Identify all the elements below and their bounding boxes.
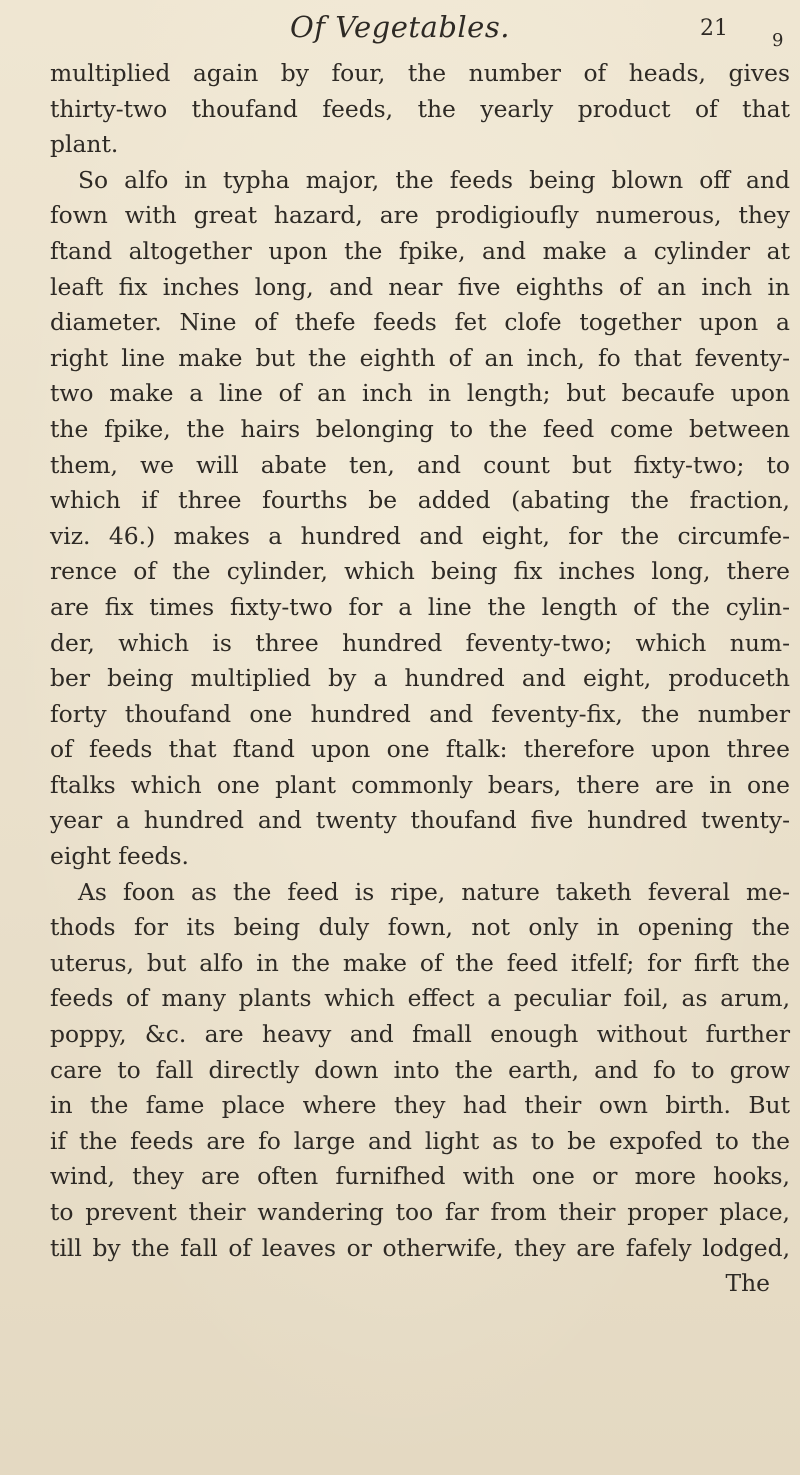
text-line: right line make but the eighth of an inch, fo that feventy- xyxy=(50,343,790,372)
text-line: rence of the cylinder, which being fix inches long, there xyxy=(50,557,790,586)
text-line: So alfo in typha major, the feeds being blown off and xyxy=(78,165,790,194)
text-line: forty thoufand one hundred and feventy-fix, the number xyxy=(50,699,790,728)
text-line: are fix times fixty-two for a line the length of the cylin- xyxy=(50,592,790,621)
text-line: till by the fall of leaves or otherwife, they are fafely lodged, xyxy=(50,1233,790,1262)
text-line: ftalks which one plant commonly bears, there are in one xyxy=(50,770,790,799)
text-line: the fpike, the hairs belonging to the feed come between xyxy=(50,414,790,443)
text-line: feeds of many plants which effect a peculiar foil, as arum, xyxy=(50,984,790,1013)
running-head: Of Vegetables. xyxy=(290,10,510,44)
page-header xyxy=(0,4,800,50)
text-line: ftand altogether upon the fpike, and make a cylinder at xyxy=(50,236,790,265)
page-number: 21 xyxy=(700,16,728,41)
text-line: of feeds that ftand upon one ftalk: therefore upon three xyxy=(50,735,790,764)
text-line: in the fame place where they had their own birth. But xyxy=(50,1091,790,1120)
signature-mark: 9 xyxy=(772,30,784,51)
text-line: plant. xyxy=(50,130,119,159)
text-line: poppy, &c. are heavy and fmall enough without further xyxy=(50,1020,790,1049)
text-line: leaft fix inches long, and near five eighths of an inch in xyxy=(50,272,790,301)
text-line: eight feeds. xyxy=(50,842,189,871)
body-text xyxy=(50,56,790,1302)
text-line: which if three fourths be added (abating the fraction, xyxy=(50,486,790,515)
text-line: to prevent their wandering too far from their proper place, xyxy=(50,1198,790,1226)
text-line: fown with great hazard, are prodigioufly numerous, they xyxy=(50,201,790,230)
text-line: care to fall directly down into the earth, and fo to grow xyxy=(50,1055,790,1084)
text-line: multiplied again by four, the number of heads, gives xyxy=(50,59,790,87)
text-line: them, we will abate ten, and count but fixty-two; to xyxy=(50,450,790,479)
text-line: year a hundred and twenty thoufand five hundred twenty- xyxy=(50,806,790,835)
text-line: thods for its being duly fown, not only in opening the xyxy=(50,913,790,942)
text-line: wind, they are often furnifhed with one or more hooks, xyxy=(50,1162,790,1191)
text-line: viz. 46.) makes a hundred and eight, for the circumfe- xyxy=(50,521,790,550)
text-line: As foon as the feed is ripe, nature taketh feveral me- xyxy=(78,877,790,906)
text-line: ber being multiplied by a hundred and eight, produceth xyxy=(50,664,790,693)
text-line: der, which is three hundred feventy-two; which num- xyxy=(50,628,790,657)
text-line: diameter. Nine of thefe feeds fet clofe together upon a xyxy=(50,308,790,337)
text-line: uterus, but alfo in the make of the feed itfelf; for firft the xyxy=(50,948,790,977)
catchword: The xyxy=(725,1269,770,1298)
text-line: two make a line of an inch in length; but becaufe upon xyxy=(50,379,790,408)
text-line: if the feeds are fo large and light as to be expofed to the xyxy=(50,1126,790,1155)
text-line: thirty-two thoufand feeds, the yearly product of that xyxy=(50,94,790,123)
